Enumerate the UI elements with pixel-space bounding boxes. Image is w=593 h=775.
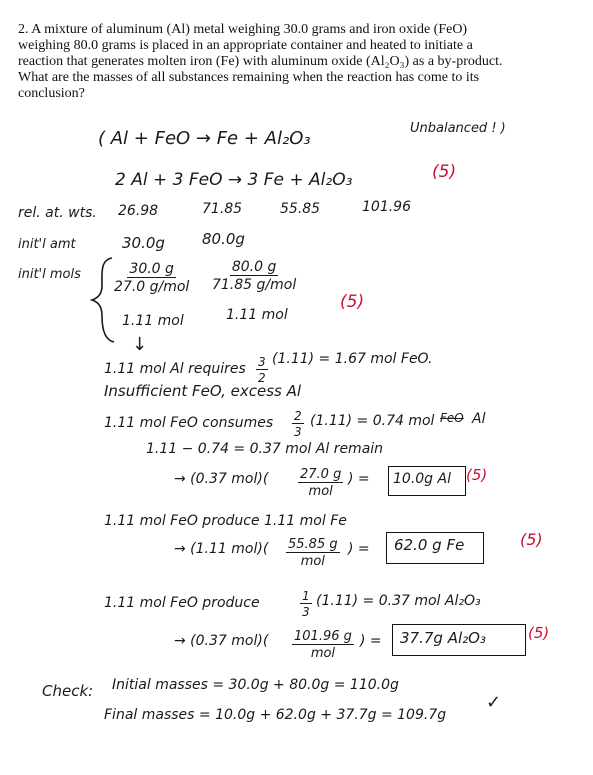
al2o3-produced-text: 1.11 mol FeO produce (104, 595, 260, 611)
fe-produced-text: 1.11 mol FeO produce 1.11 mol Fe (104, 513, 347, 529)
fraction-denominator: mol (300, 554, 325, 569)
fe-answer: 62.0 g Fe (394, 536, 465, 554)
check-label: Check: (42, 682, 94, 700)
init-amt-feo: 80.0g (202, 230, 245, 248)
points-mark: (5) (340, 292, 365, 312)
fraction-numerator: 30.0 g (129, 261, 174, 277)
fe-mass-close: ) = (348, 541, 370, 557)
mol-feo: 1.11 mol (226, 307, 288, 323)
al-answer: 10.0g Al (393, 471, 451, 487)
al2o3-answer: 37.7g Al₂O₃ (400, 629, 486, 647)
question-line: What are the masses of all substances remaining when the reaction has come to its (18, 70, 480, 85)
fraction-numerator: 3 (258, 355, 266, 369)
fraction-denominator: 71.85 g/mol (212, 277, 297, 293)
rel-wts-label: rel. at. wts. (18, 205, 97, 221)
rel-wt-fe: 55.85 (280, 201, 321, 217)
checkmark-icon: ✓ (486, 692, 502, 713)
points-mark: (5) (528, 624, 550, 642)
mol-al: 1.11 mol (122, 313, 184, 329)
al2o3-moles-result: (1.11) = 0.37 mol Al₂O₃ (316, 593, 481, 609)
unbalanced-note: Unbalanced ! ) (410, 121, 506, 136)
arrow-down-icon: ↓ (132, 334, 148, 355)
fraction-numerator: 101.96 g (294, 629, 352, 644)
fraction-numerator: 80.0 g (231, 259, 277, 275)
question-line: reaction that generates molten iron (Fe) with aluminum oxide (Al₂O₃) as a by-product. (18, 54, 503, 69)
unbalanced-equation: ( Al + FeO → Fe + Al₂O₃ (98, 128, 311, 149)
fraction-numerator: 1 (302, 589, 310, 603)
fraction-numerator: 27.0 g (300, 467, 342, 482)
fraction-denominator: 3 (294, 425, 302, 439)
points-mark: (5) (520, 530, 543, 549)
al-mass-close: ) = (348, 471, 370, 487)
init-mols-label: init'l mols (18, 267, 81, 282)
requires-result: (1.11) = 1.67 mol FeO. (272, 351, 433, 367)
consumes-text: 1.11 mol FeO consumes (104, 415, 274, 431)
balanced-equation: 2 Al + 3 FeO → 3 Fe + Al₂O₃ (115, 170, 353, 190)
fraction-numerator: 55.85 g (288, 537, 338, 552)
insufficient-statement: Insufficient FeO, excess Al (104, 382, 302, 400)
points-mark: (5) (466, 466, 488, 484)
consumes-element: Al (472, 411, 486, 427)
question-line: 2. A mixture of aluminum (Al) metal weighing 30.0 grams and iron oxide (FeO) (18, 22, 468, 37)
requires-text: 1.11 mol Al requires (104, 361, 246, 377)
question-line: conclusion? (18, 86, 85, 101)
al-mass-calc: → (0.37 mol)( (174, 471, 269, 487)
al2o3-mass-close: ) = (360, 633, 382, 649)
remain-calc: 1.11 − 0.74 = 0.37 mol Al remain (146, 441, 384, 457)
fraction-denominator: mol (308, 484, 333, 499)
check-initial-masses: Initial masses = 30.0g + 80.0g = 110.0g (112, 677, 399, 693)
fraction-numerator: 2 (294, 409, 302, 423)
al2o3-mass-calc: → (0.37 mol)( (174, 633, 269, 649)
fraction-denominator: mol (310, 646, 336, 661)
fe-mass-calc: → (1.11 mol)( (174, 541, 269, 557)
question-line: weighing 80.0 grams is placed in an appropriate container and heated to initiate a (18, 38, 473, 53)
struck-out-text: FeO (440, 411, 464, 425)
fraction-denominator: 27.0 g/mol (114, 279, 190, 295)
check-final-masses: Final masses = 10.0g + 62.0g + 37.7g = 109.7g (104, 707, 447, 723)
init-amt-al: 30.0g (122, 234, 165, 252)
rel-wt-al: 26.98 (118, 203, 159, 219)
rel-wt-feo: 71.85 (202, 201, 243, 217)
fraction-denominator: 3 (302, 605, 310, 619)
fraction-denominator: 2 (258, 371, 266, 385)
points-mark: (5) (432, 162, 457, 182)
rel-wt-al2o3: 101.96 (362, 199, 411, 215)
init-amt-label: init'l amt (18, 237, 76, 252)
consumes-result: (1.11) = 0.74 mol (310, 413, 435, 429)
